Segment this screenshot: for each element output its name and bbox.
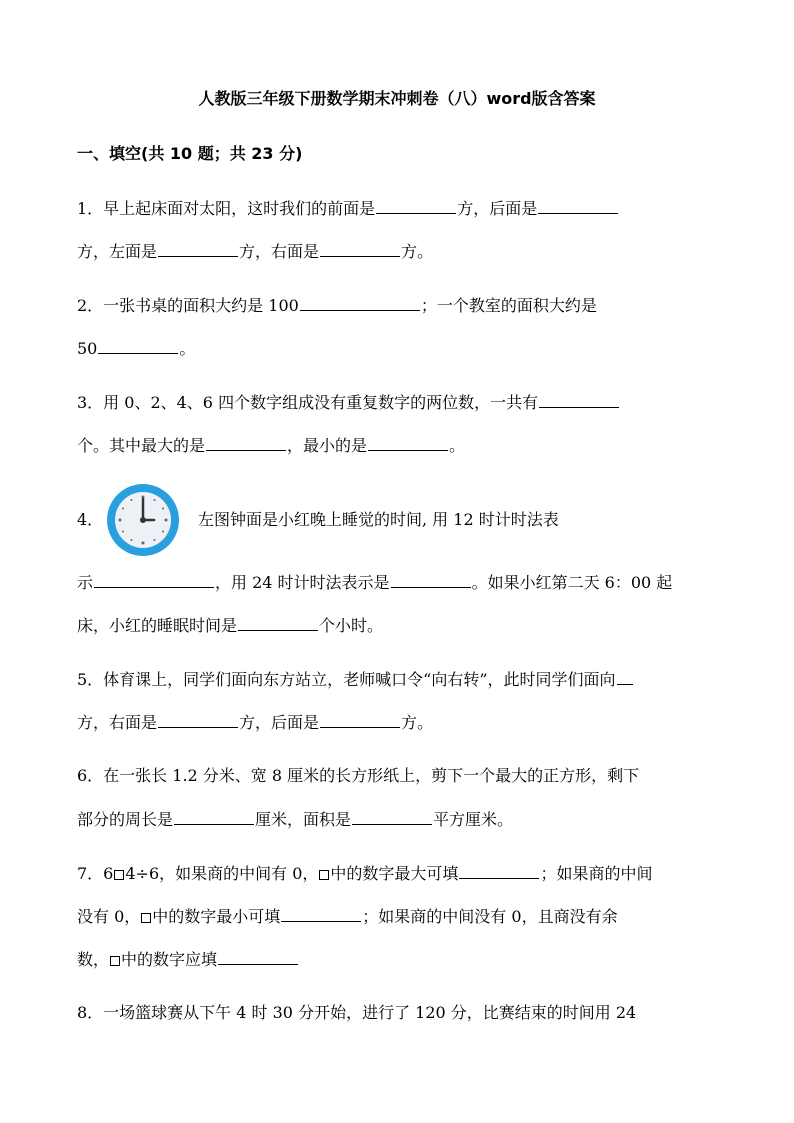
- box-symbol: [141, 913, 151, 923]
- question-4-line-1: 左图钟面是小红晚上睡觉的时间, 用 12 时计时法表: [198, 510, 559, 529]
- answer-blank[interactable]: [320, 711, 400, 728]
- question-6-line-1: 6．在一张长 1.2 分米、宽 8 厘米的长方形纸上，剪下一个最大的正方形，剩下: [77, 766, 640, 785]
- answer-blank[interactable]: [539, 391, 619, 408]
- question-7-line-2: 没有 0， 中的数字最小可填 ；如果商的中间没有 0，且商没有余: [77, 907, 618, 926]
- question-2-line-2: 50 。: [77, 339, 196, 358]
- box-symbol: [114, 870, 124, 880]
- answer-blank[interactable]: [158, 711, 238, 728]
- question-5-line-1: 5．体育课上，同学们面向东方站立，老师喊口令“向右转”，此时同学们面向: [77, 668, 634, 691]
- answer-blank[interactable]: [376, 197, 456, 214]
- answer-blank[interactable]: [281, 905, 361, 922]
- question-7-line-3: 数， 中的数字应填: [77, 948, 299, 971]
- answer-blank[interactable]: [538, 197, 618, 214]
- answer-blank[interactable]: [98, 337, 178, 354]
- answer-blank[interactable]: [459, 862, 539, 879]
- answer-blank[interactable]: [368, 434, 448, 451]
- question-8-line-1: 8．一场篮球赛从下午 4 时 30 分开始，进行了 120 分，比赛结束的时间用 24: [77, 1003, 637, 1022]
- answer-blank[interactable]: [218, 948, 298, 965]
- box-symbol: [110, 956, 120, 966]
- question-2-line-1: 2．一张书桌的面积大约是 100 ；一个教室的面积大约是: [77, 296, 597, 315]
- question-3-line-2: 个。其中最大的是 ，最小的是 。: [77, 436, 466, 455]
- question-4-number: 4．: [77, 510, 104, 529]
- answer-blank[interactable]: [174, 808, 254, 825]
- question-1-line-1: 1．早上起床面对太阳，这时我们的前面是 方，后面是: [77, 197, 619, 220]
- answer-blank[interactable]: [158, 240, 238, 257]
- section-heading: 一、填空(共 10 题；共 23 分): [77, 144, 303, 163]
- question-1-line-2: 方，左面是 方，右面是 方。: [77, 242, 434, 261]
- clock-icon: [103, 480, 183, 560]
- answer-blank[interactable]: [238, 614, 318, 631]
- answer-blank[interactable]: [320, 240, 400, 257]
- question-5-line-2: 方，右面是 方，后面是 方。: [77, 713, 434, 732]
- answer-blank[interactable]: [391, 571, 471, 588]
- question-7-line-1: 7．6 4÷6，如果商的中间有 0， 中的数字最大可填 ；如果商的中间: [77, 864, 653, 883]
- answer-blank[interactable]: [94, 571, 214, 588]
- answer-blank[interactable]: [617, 668, 633, 685]
- answer-blank[interactable]: [206, 434, 286, 451]
- question-3-line-1: 3．用 0、2、4、6 四个数字组成没有重复数字的两位数，一共有: [77, 391, 620, 414]
- answer-blank[interactable]: [300, 294, 420, 311]
- question-4-line-3: 床，小红的睡眠时间是 个小时。: [77, 616, 384, 635]
- page-title: 人教版三年级下册数学期末冲刺卷（八）word版含答案: [198, 89, 596, 108]
- answer-blank[interactable]: [352, 808, 432, 825]
- question-4-line-2: 示 ，用 24 时计时法表示是 。如果小红第二天 6：00 起: [77, 573, 673, 592]
- box-symbol: [319, 870, 329, 880]
- question-6-line-2: 部分的周长是 厘米，面积是 平方厘米。: [77, 810, 514, 829]
